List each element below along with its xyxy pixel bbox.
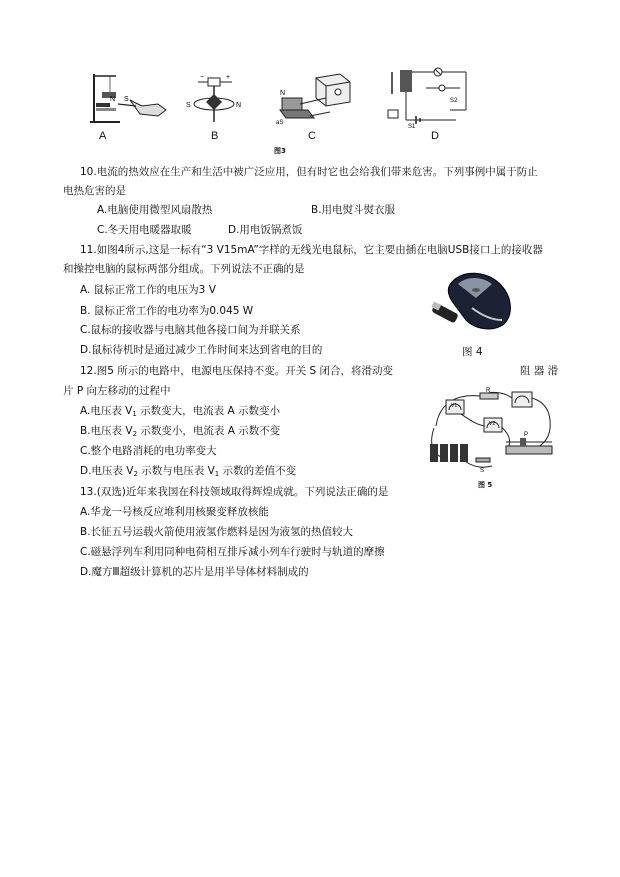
q11-option-b: B. 鼠标正常工作的电功率为0.045 W [80,305,254,317]
svg-text:+: + [226,74,231,81]
q10-option-c: C.冬天用电暖器取暖 [97,224,192,236]
fig3a-label-s: S [124,96,129,103]
fig5-label-s: S [480,468,485,474]
fig3a-label-n: N [110,96,116,103]
q10-option-b: B.用电熨斗熨衣服 [311,204,396,216]
fig3-label-a: A [99,130,107,142]
q13-option-b: B.长征五号运载火箭使用液氢作燃料是因为液氢的热值较大 [80,526,354,538]
figure-3d-image [386,66,478,128]
q12-option-d-mid: 示数与电压表 V [137,465,215,477]
q12-option-d-sub2: 1 [214,470,220,478]
figure-3b-image [180,72,244,126]
q12-stem-line2: 片 P 向左移动的过程中 [63,385,171,397]
q10-stem-line2: 电热危害的是 [63,185,126,197]
fig5-label-v1: V1 [451,403,458,409]
figure-3a-image [80,70,170,126]
q12-stem-line1-tail: 阻 器 滑 [520,365,559,377]
q13-option-a: A.华龙一号核反应堆利用核聚变释放核能 [80,506,269,518]
q10-option-d: D.用电饭锅煮饭 [228,224,303,236]
q10-stem-line1: 10.电流的热效应在生产和生活中被广泛应用，但有时它也会给我们带来危害。下列事例中属于防止 [80,166,538,178]
q12-stem-line1: 12.图5 所示的电路中，电源电压保持不变。开关 S 闭合，将滑动变 [80,365,394,377]
q13-option-c: C.磁悬浮列车利用同种电荷相互排斥减小列车行驶时与轨道的摩擦 [80,546,385,558]
fig3d-label-s1: S1 [408,124,416,128]
q12-option-b-sub: 2 [132,430,138,438]
fig3-caption: 图3 [274,147,286,155]
svg-text:−: − [200,74,205,81]
q11-stem-line1: 11.如图4所示,这是一标有“3 V15mA”字样的无线光电鼠标，它主要由插在电脑USB接口上的接收器 [80,244,543,256]
q12-option-a-post: 示数变大，电流表 A 示数变小 [136,405,281,417]
q12-option-a-pre: A.电压表 V [80,405,133,417]
figure-3c-image [270,68,360,126]
q11-option-a: A. 鼠标正常工作的电压为3 V [80,284,216,296]
fig5-label-p: P [524,432,529,438]
q11-stem-line2: 和操控电脑的鼠标两部分组成。下列说法不正确的是 [63,263,305,275]
q12-option-d-sub: 2 [133,470,138,478]
fig5-label-v2: V2 [489,421,496,427]
q10-option-a: A.电脑使用微型风扇散热 [97,204,213,216]
q12-option-b-post: 示数变小，电流表 A 示数不变 [137,425,281,437]
fig3-label-c: C [308,130,316,142]
q12-option-a [80,404,280,421]
fig5-caption: 图 5 [478,481,493,489]
fig3d-label-s2: S2 [450,98,458,104]
q13-stem-line1: 13.(双选)近年来我国在科技领域取得辉煌成就。下列说法正确的是 [80,486,389,498]
fig5-label-r: R [486,388,491,394]
q11-option-c: C.鼠标的接收器与电脑其他各接口间为并联关系 [80,324,301,336]
figure-3 [80,66,480,156]
fig3c-label-s: aS [276,120,284,126]
fig3-label-b: B [211,130,219,142]
wireless-mouse-image [428,268,518,338]
q13-option-d: D.魔方Ⅲ超级计算机的芯片是用半导体材料制成的 [80,566,309,578]
q12-option-d-pre: D.电压表 V [80,465,134,477]
q12-option-a-sub: 1 [132,410,137,418]
q12-option-d-post: 示数的差值不变 [219,465,297,477]
q12-option-d [80,464,296,481]
fig3b-label-n: N [236,102,242,109]
fig4-caption: 图 4 [462,346,483,358]
q12-option-b-pre: B.电压表 V [80,425,133,437]
q12-option-c: C.整个电路消耗的电功率变大 [80,445,217,457]
fig3b-label-s: S [186,102,191,109]
fig3-label-d: D [431,130,439,142]
figure-5-circuit [420,386,560,478]
q12-option-b [80,424,280,441]
q11-option-d: D.鼠标待机时是通过减少工作时间来达到省电的目的 [80,344,323,356]
fig3c-label-n: N [280,90,286,97]
